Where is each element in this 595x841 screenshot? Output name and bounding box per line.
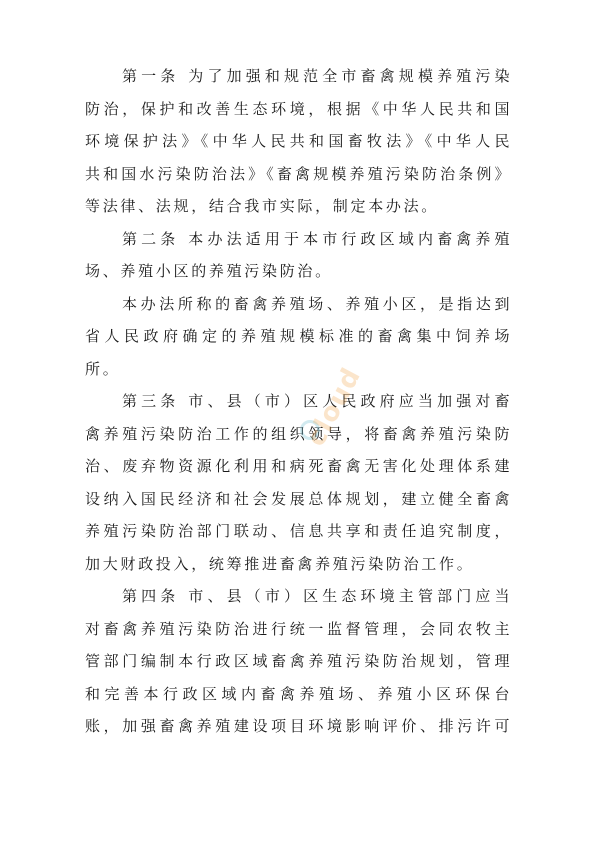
article-2-paragraph	[85, 223, 510, 288]
text-line: 对畜禽养殖污染防治进行统一监督管理，会同农牧主	[85, 619, 510, 638]
text-line: 共和国水污染防治法》《畜禽规模养殖污染防治条例》	[85, 164, 510, 183]
text-line: 本办法所称的畜禽养殖场、养殖小区，是指达到	[122, 294, 510, 313]
text-line: 防治，保护和改善生态环境，根据《中华人民共和国	[85, 99, 510, 118]
text-line: 第二条 本办法适用于本市行政区域内畜禽养殖	[122, 229, 510, 248]
text-line: 所。	[85, 359, 121, 378]
text-line: 省人民政府确定的养殖规模标准的畜禽集中饲养场	[85, 327, 510, 345]
text-line: 场、养殖小区的养殖污染防治。	[85, 262, 333, 280]
text-line: 第三条 市、县（市）区人民政府应当加强对畜	[122, 392, 510, 410]
text-line: 设纳入国民经济和社会发展总体规划，建立健全畜禽	[85, 489, 510, 508]
text-line: 和完善本行政区域内畜禽养殖场、养殖小区环保台	[85, 684, 510, 703]
article-4-paragraph	[85, 580, 510, 743]
article-2-definition-paragraph	[85, 288, 510, 386]
text-line: 第四条 市、县（市）区生态环境主管部门应当	[122, 587, 510, 605]
watermark-logo: cloud	[301, 362, 368, 452]
article-1-paragraph	[85, 60, 510, 223]
document-body	[85, 60, 510, 743]
text-line: 等法律、法规，结合我市实际，制定本办法。	[85, 197, 440, 215]
text-line: 环境保护法》《中华人民共和国畜牧法》《中华人民	[85, 132, 510, 150]
text-line: 账，加强畜禽养殖建设项目环境影响评价、排污许可	[85, 717, 510, 735]
text-line: 治、废弃物资源化利用和病死畜禽无害化处理体系建	[85, 457, 510, 475]
text-line: 禽养殖污染防治工作的组织领导，将畜禽养殖污染防	[85, 424, 510, 443]
text-line: 第一条 为了加强和规范全市畜禽规模养殖污染	[122, 67, 510, 85]
text-line: 管部门编制本行政区域畜禽养殖污染防治规划，管理	[85, 652, 510, 670]
text-line: 加大财政投入，统筹推进畜禽养殖污染防治工作。	[85, 554, 475, 573]
text-line: 养殖污染防治部门联动、信息共享和责任追究制度，	[85, 522, 510, 540]
article-3-paragraph	[85, 385, 510, 580]
